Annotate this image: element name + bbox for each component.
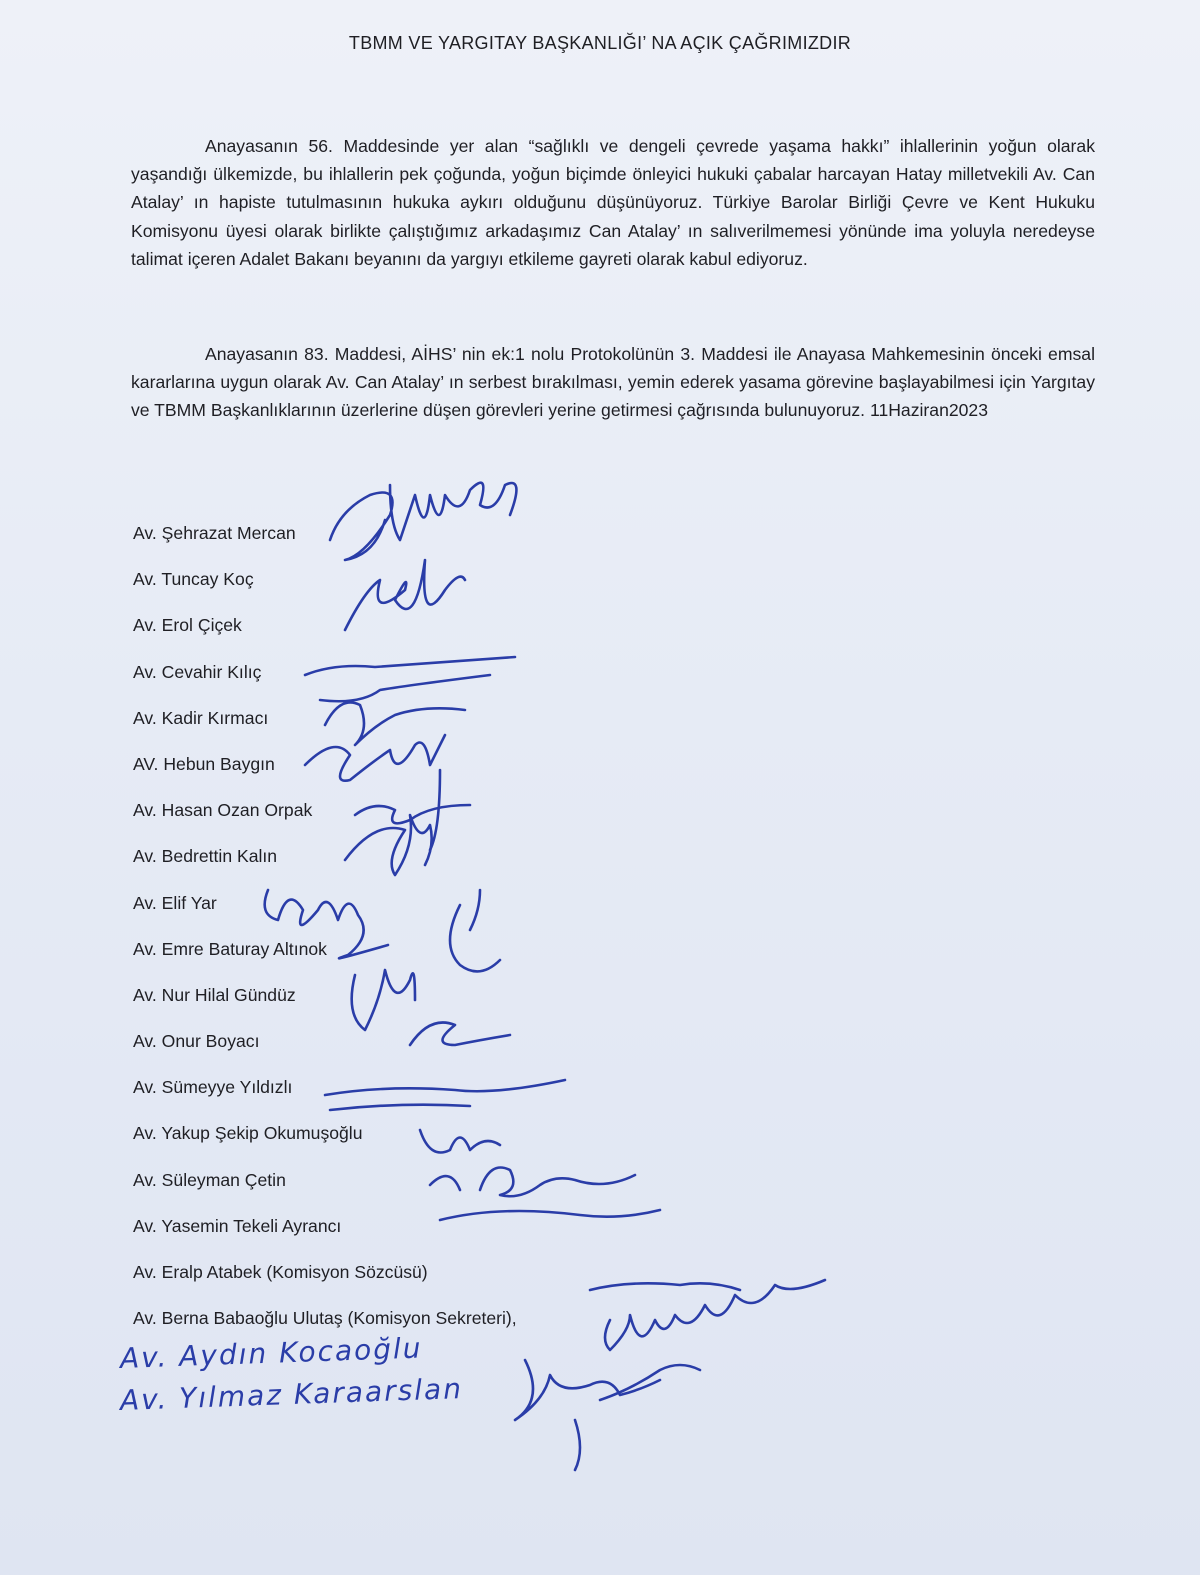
signatory-name: Av. Süleyman Çetin [133, 1169, 286, 1190]
signatory-list [133, 522, 653, 1353]
signatory-name: Av. Cevahir Kılıç [133, 661, 262, 682]
signatory-name: Av. Onur Boyacı [133, 1031, 260, 1052]
handwritten-name: Av. Aydın Kocaoğlu [119, 1331, 424, 1375]
handwritten-name: Av. Yılmaz Karaarslan [119, 1372, 464, 1417]
signatory-name: Av. Nur Hilal Gündüz [133, 984, 296, 1005]
signatory-name: Av. Berna Babaoğlu Ulutaş (Komisyon Sekreteri), [133, 1308, 517, 1329]
signatory-name: Av. Elif Yar [133, 892, 217, 913]
signatory-name: Av. Tuncay Koç [133, 569, 254, 590]
signatory-name: Av. Şehrazat Mercan [133, 523, 296, 543]
signatory-name: AV. Hebun Baygın [133, 753, 275, 774]
signatory-name: Av. Erol Çiçek [133, 615, 242, 636]
signatory-name: Av. Yakup Şekip Okumuşoğlu [133, 1123, 363, 1144]
paragraph-2: Anayasanın 83. Maddesi, AİHS’ nin ek:1 nolu Protokolünün 3. Maddesi ile Anayasa Mahkemesinin önceki emsal kararlarına uygun olarak Av. Can Atalay’ ın serbest bırakılması, yemin ederek yasama görevine başlayabilmesi için Yargıtay ve TBMM Başkanlıklarının üzerlerine düşen görevleri yerine getirmesi çağrısında bulunuyoruz. 11Haziran2023 [131, 344, 1095, 421]
signatory-name: Av. Kadir Kırmacı [133, 707, 269, 728]
signatory-name: Av. Hasan Ozan Orpak [133, 800, 313, 821]
document-title: TBMM VE YARGITAY BAŞKANLIĞI’ NA AÇIK ÇAĞRIMIZDIR [348, 33, 852, 53]
paragraph-1: Anayasanın 56. Maddesinde yer alan “sağlıklı ve dengeli çevrede yaşama hakkı” ihlallerinin yoğun olarak yaşandığı ülkemizde, bu ihlallerin pek çoğunda, yoğun biçimde önleyici hukuki çabalar harcayan Hatay milletvekili Av. Can Atalay’ ın hapiste tutulmasının hukuka aykırı olduğunu düşünüyoruz. Türkiye Barolar Birliği Çevre ve Kent Hukuku Komisyonu üyesi olarak birlikte çalıştığımız arkadaşımız Can Atalay’ ın salıverilmemesi yönünde ima yoluyla neredeyse talimat içeren Adalet Bakanı beyanını da yargıyı etkileme gayreti olarak kabul ediyoruz. [131, 136, 1095, 269]
signatory-name: Av. Yasemin Tekeli Ayrancı [133, 1215, 342, 1236]
signatory-name: Av. Sümeyye Yıldızlı [133, 1077, 293, 1098]
signatory-name: Av. Bedrettin Kalın [133, 846, 278, 867]
signatory-name: Av. Emre Baturay Altınok [133, 938, 327, 959]
signatory-name: Av. Eralp Atabek (Komisyon Sözcüsü) [133, 1262, 428, 1282]
